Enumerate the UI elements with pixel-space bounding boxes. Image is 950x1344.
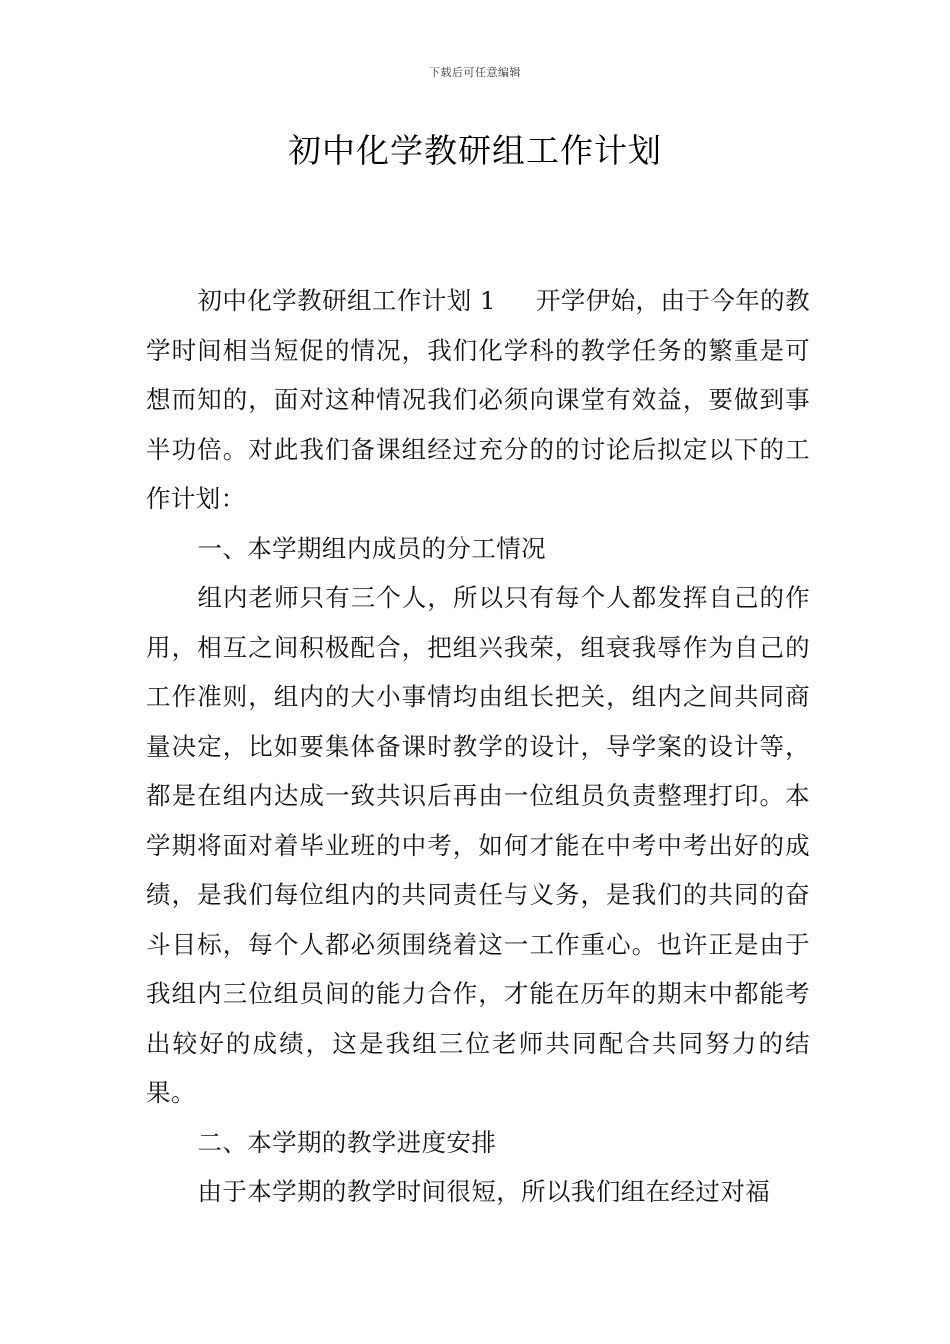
intro-text: 开学伊始，由于今年的教学时间相当短促的情况，我们化学科的教学任务的繁重是可想而知的，面对这种情况我们必须向课堂有效益，要做到事半功倍。对此我们备课组经过充分的的讨论后拟定以下的工作计划： bbox=[146, 286, 811, 513]
document-title: 初中化学教研组工作计划 bbox=[288, 131, 662, 170]
header-note: 下载后可任意编辑 bbox=[429, 66, 521, 79]
intro-paragraph bbox=[146, 276, 810, 524]
document-body bbox=[146, 276, 810, 1217]
section-paragraph-2: 由于本学期的教学时间很短，所以我们组在经过对福 bbox=[197, 1177, 771, 1206]
section-paragraph-1: 组内老师只有三个人，所以只有每个人都发挥自己的作用，相互之间积极配合，把组兴我荣，组衰我辱作为自己的工作准则，组内的大小事情均由组长把关，组内之间共同商量决定，比如要集体备课时教学的设计，导学案的设计等，都是在组内达成一致共识后再由一位组员负责整理打印。本学期将面对着毕业班的中考，如何才能在中考中考出好的成绩，是我们每位组内的共同责任与义务，是我们的共同的奋斗目标，每个人都必须围绕着这一工作重心。也许正是由于我组内三位组员间的能力合作，才能在历年的期末中都能考出较好的成绩，这是我组三位老师共同配合共同努力的结果。 bbox=[146, 583, 810, 1107]
intro-lead: 初中化学教研组工作计划 1 bbox=[197, 286, 496, 315]
section-heading-1: 一、本学期组内成员的分工情况 bbox=[197, 533, 547, 563]
section-heading-2: 二、本学期的教学进度安排 bbox=[197, 1127, 497, 1157]
